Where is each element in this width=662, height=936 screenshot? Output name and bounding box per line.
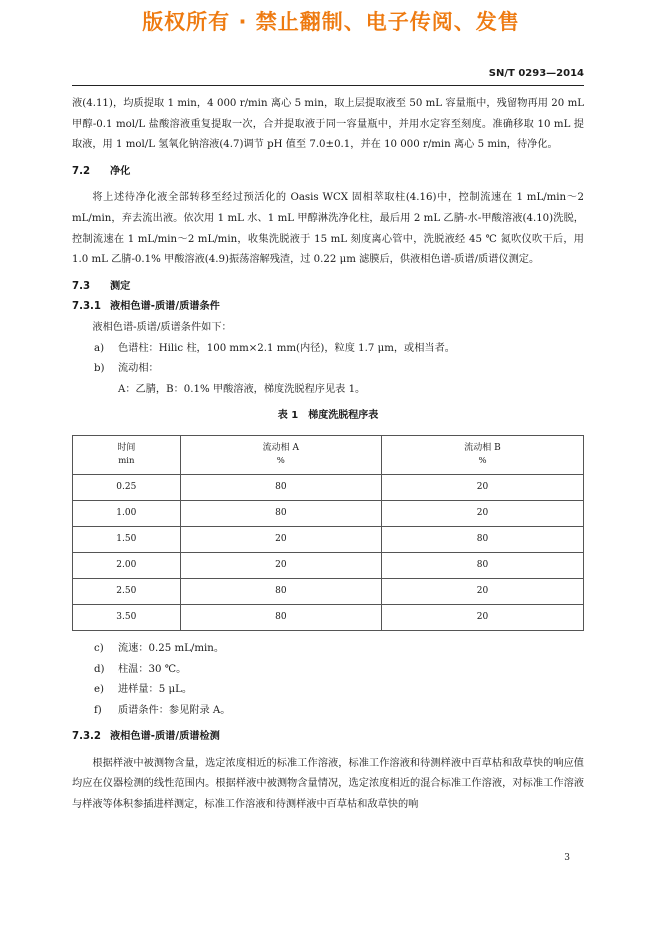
list-item-label: f) (94, 704, 102, 716)
table-cell: 3.50 (73, 604, 181, 630)
list-item (72, 660, 584, 681)
table-cell: 80 (180, 578, 381, 604)
list-item (72, 701, 584, 722)
list-item-label: e) (94, 684, 105, 696)
section-7-3-1-heading (72, 297, 584, 318)
column-header (382, 435, 584, 474)
list-item-text: 柱温：30 ℃。 (118, 663, 187, 675)
intro-paragraph: 液(4.11)，均质提取 1 min，4 000 r/min 离心 5 min，取上层提取液至 50 mL 容量瓶中，残留物再用 20 mL 甲醇-0.1 mol/L 盐酸溶液重复提取一次，合并提取液于同一容量瓶中，并用水定容至刻度。准确移取 10 mL 提取液，用 1 mol/L 氢氧化钠溶液(4.7)调节 pH 值至 7.0±0.1，并在 10 000 r/min 离心 5 min，待净化。 (72, 98, 584, 151)
section-7-3-heading (72, 277, 584, 298)
section-number: 7.3.2 (72, 731, 102, 743)
section-title: 净化 (110, 165, 131, 177)
column-header (180, 435, 381, 474)
column-header (73, 435, 181, 474)
conditions-intro: 液相色谱-质谱/质谱条件如下： (92, 321, 232, 333)
section-number: 7.3 (72, 280, 91, 292)
document-number: SN/T 0293—2014 (488, 68, 584, 79)
table-cell: 20 (180, 526, 381, 552)
table-row (73, 578, 584, 604)
section-number: 7.3.1 (72, 301, 102, 313)
table-row (73, 474, 584, 500)
list-item-text: 进样量：5 μL。 (118, 684, 193, 696)
list-item-label: d) (94, 663, 105, 675)
header-divider (72, 85, 584, 86)
table-cell: 80 (382, 552, 584, 578)
table-header-row (73, 435, 584, 474)
column-header-unit: % (478, 455, 487, 466)
column-header-unit: % (276, 455, 285, 466)
table-cell: 80 (382, 526, 584, 552)
table-cell: 20 (382, 474, 584, 500)
table-cell: 20 (382, 500, 584, 526)
list-item (72, 639, 584, 660)
list-item-text: 流速：0.25 mL/min。 (118, 642, 225, 654)
list-item-label: a) (94, 342, 105, 354)
section-number: 7.2 (72, 165, 91, 177)
list-item-label: c) (94, 642, 104, 654)
condition-list-cf (72, 639, 584, 721)
table-row (73, 552, 584, 578)
list-item (72, 680, 584, 701)
column-header-name: 时间 (117, 442, 136, 453)
section-title: 液相色谱-质谱/质谱条件 (110, 301, 220, 313)
list-item (72, 339, 584, 360)
table-caption: 表 1 梯度洗脱程序表 (277, 410, 379, 422)
section-7-3-2-heading (72, 727, 584, 748)
table-cell: 80 (180, 500, 381, 526)
page-number: 3 (564, 853, 570, 863)
table-cell: 2.50 (73, 578, 181, 604)
table-body (73, 474, 584, 630)
section-title: 液相色谱-质谱/质谱检测 (110, 731, 220, 743)
list-item-text: 色谱柱：Hilic 柱，100 mm×2.1 mm(内径)，粒度 1.7 μm，或相当者。 (118, 342, 455, 354)
list-item-text: 流动相： (118, 363, 159, 375)
table-cell: 80 (180, 604, 381, 630)
gradient-table (72, 435, 584, 631)
detection-paragraph: 根据样液中被测物含量，选定浓度相近的标准工作溶液，标准工作溶液和待测样液中百草枯和敌草快的响应值均应在仪器检测的线性范围内。根据样液中被测物含量情况，选定浓度相近的混合标准工作溶液，对标准工作溶液与样液等体积参插进样测定，标准工作溶液和待测样液中百草枯和敌草快的响 (72, 757, 584, 811)
table-cell: 20 (382, 604, 584, 630)
list-item-label: b) (94, 363, 105, 375)
table-cell: 80 (180, 474, 381, 500)
section-7-2-heading (72, 162, 584, 183)
copyright-watermark: 版权所有 · 禁止翻制、电子传阅、发售 (142, 10, 520, 34)
table-row (73, 526, 584, 552)
table-cell: 1.50 (73, 526, 181, 552)
purification-paragraph: 将上述待净化液全部转移至经过预活化的 Oasis WCX 固相萃取柱(4.16)中，控制流速在 1 mL/min～2 mL/min，弃去流出液。依次用 1 mL 水、1 mL 甲醇淋洗净化柱，最后用 2 mL 乙腈-水-甲酸溶液(4.10)洗脱，控制流速在 1 mL/min～2 mL/min，收集洗脱液于 15 mL 刻度离心管中，洗脱液经 45 ℃ 氮吹仪吹干后，用 1.0 mL 乙腈-0.1% 甲酸溶液(4.9)振荡溶解残渣，过 0.22 μm 滤膜后，供液相色谱-质谱/质谱仪测定。 (72, 192, 584, 266)
table-cell: 1.00 (73, 500, 181, 526)
table-cell: 20 (382, 578, 584, 604)
column-header-name: 流动相 A (262, 442, 300, 453)
column-header-unit: min (118, 455, 135, 466)
condition-list-ab (72, 339, 584, 380)
section-title: 测定 (110, 280, 131, 292)
page-body (72, 94, 584, 816)
table-cell: 20 (180, 552, 381, 578)
table-cell: 2.00 (73, 552, 181, 578)
table-row (73, 500, 584, 526)
table-cell: 0.25 (73, 474, 181, 500)
table-row (73, 604, 584, 630)
mobile-phase-detail: A：乙腈，B：0.1% 甲酸溶液，梯度洗脱程序见表 1。 (118, 383, 366, 395)
list-item-text: 质谱条件：参见附录 A。 (118, 704, 231, 716)
column-header-name: 流动相 B (464, 442, 501, 453)
list-item (72, 359, 584, 380)
